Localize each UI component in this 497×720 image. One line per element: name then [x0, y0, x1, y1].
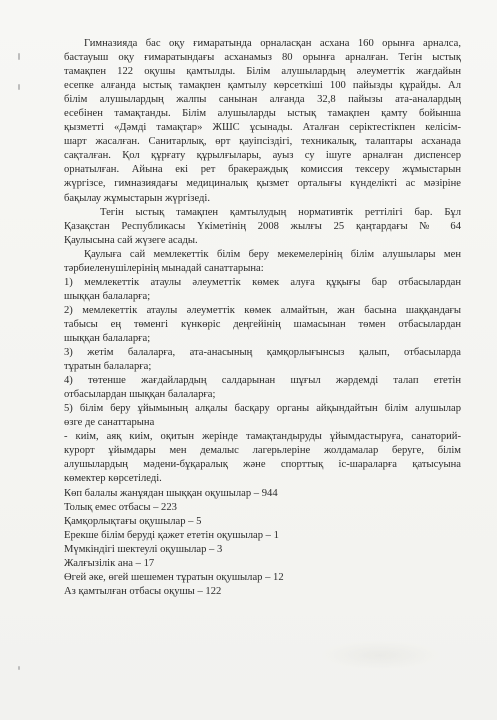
list-item: 2) мемлекеттік атаулы әлеуметтік көмек алмайтын, жан басына шаққандағы: [64, 304, 461, 316]
paragraph-regulation: [64, 206, 461, 248]
text-line: Қаулыға сай мемлекеттік білім беру мекемелерінің білім алушылары мен: [84, 248, 461, 260]
paragraph-canteen: [64, 37, 461, 206]
bleed-through-smudge: [320, 640, 440, 670]
text-line: Қазақстан Республикасы Үкіметінің 2008 жылғы 25 қаңтардағы № 64: [64, 220, 461, 232]
stat-line: Мүмкіндігі шектеулі оқушылар – 3: [64, 543, 223, 555]
document-body: [64, 37, 461, 599]
statistics-list: [64, 487, 461, 599]
text-line: көмектер көрсетіледі.: [64, 473, 162, 485]
text-line: Тегін ыстық тамақпен қамтылудың нормативтік реттілігі бар. Бұл: [100, 206, 461, 218]
list-item: 3) жетім балаларға, ата-анасының қамқорлығынсыз қалып, отбасыларда: [64, 347, 461, 359]
text-line: шарт жасалған. Санитарлық, өрт қауіпсіздігі, техникалық, талаптары асханада: [64, 136, 461, 148]
text-line: - киім, аяқ киім, оқитын жерінде тамақтандыруды ұйымдастыруға, санаторий-: [64, 431, 461, 443]
list-item: өзге де санаттарына: [64, 417, 155, 429]
stat-line: Толық емес отбасы – 223: [64, 501, 177, 513]
text-line: Гимназияда бас оқу ғимаратында орналасқан асхана 160 орынға арналса,: [84, 38, 461, 49]
stat-line: Өгей әке, өгей шешемен тұратын оқушылар – 12: [64, 571, 284, 583]
text-line: тәрбиеленушілерінің мынадай санаттарына:: [64, 262, 264, 274]
margin-mark: [18, 84, 20, 90]
text-line: бақылау жұмыстарын жүргізеді.: [64, 192, 211, 204]
text-line: есебінен тамақтанды. Білім алушыларды ыстық тамақпен қамту бойынша: [64, 108, 461, 120]
list-item: шыққан балаларға;: [64, 332, 151, 344]
text-line: есепке алғанда ыстық тамақпен қамтылу көрсеткіші 100 пайызды құрайды. Ал: [64, 80, 461, 92]
text-line: алушылардың мәдени-бұқаралық және спорттық іс-шараларға қатысуына: [64, 459, 461, 471]
paragraph-categories: [64, 248, 461, 487]
text-line: курорт ұйымдары мен демалыс лагерьлеріне жолдамалар беруге, білім: [64, 445, 461, 457]
text-line: қызметті «Дәмді тамақтар» ЖШС ұсынады. Аталған серіктестікпен келісім-: [64, 122, 461, 134]
list-item: отбасылардан шыққан балаларға;: [64, 389, 216, 401]
text-line: білім алушылардың жалпы санынан алғанда 32,8 пайызы ата-аналардың: [64, 94, 461, 106]
margin-mark: [18, 666, 20, 670]
list-item: 4) төтенше жағдайлардың салдарынан шұғыл жәрдемді талап ететін: [64, 375, 461, 387]
list-item: 5) білім беру ұйымының алқалы басқару органы айқындайтын білім алушылар: [64, 403, 461, 415]
stat-line: Аз қамтылған отбасы оқушы – 122: [64, 585, 222, 597]
stat-line: Ерекше білім беруді қажет ететін оқушылар – 1: [64, 529, 279, 541]
stat-line: Көп балалы жанұядан шыққан оқушылар – 944: [64, 487, 278, 499]
text-line: жүргізсе, гимназиядағы медициналық қызмет орталығы күнделікті ас мәзіріне: [64, 178, 461, 190]
text-line: Қаулысына сай жүзеге асады.: [64, 234, 198, 246]
margin-mark: [18, 53, 20, 60]
list-item: 1) мемлекеттік атаулы әлеуметтік көмек алуға құқығы бар отбасылардан: [64, 276, 461, 288]
list-item: табысы ең төменгі күнкөріс деңгейінің шамасынан төмен отбасылардан: [64, 318, 461, 330]
text-line: бастауыш оқу ғимаратындағы асханамыз 80 орынға арналған. Тегін ыстық: [64, 52, 461, 64]
stat-line: Жалғызілік ана – 17: [64, 557, 155, 569]
list-item: тұратын балаларға;: [64, 361, 152, 373]
text-line: сақталған. Қол құрғату құрылғылары, ауыз су ішуге арналған диспенсер: [64, 150, 461, 162]
text-line: орнатылған. Айына екі рет бракераждық комиссия тексеру жұмыстарын: [64, 164, 461, 176]
stat-line: Қамқорлықтағы оқушылар – 5: [64, 515, 202, 527]
text-line: тамақпен 122 оқушы қамтылды. Білім алушылардың әлеуметтік жағдайын: [64, 66, 461, 78]
list-item: шыққан балаларға;: [64, 290, 151, 302]
